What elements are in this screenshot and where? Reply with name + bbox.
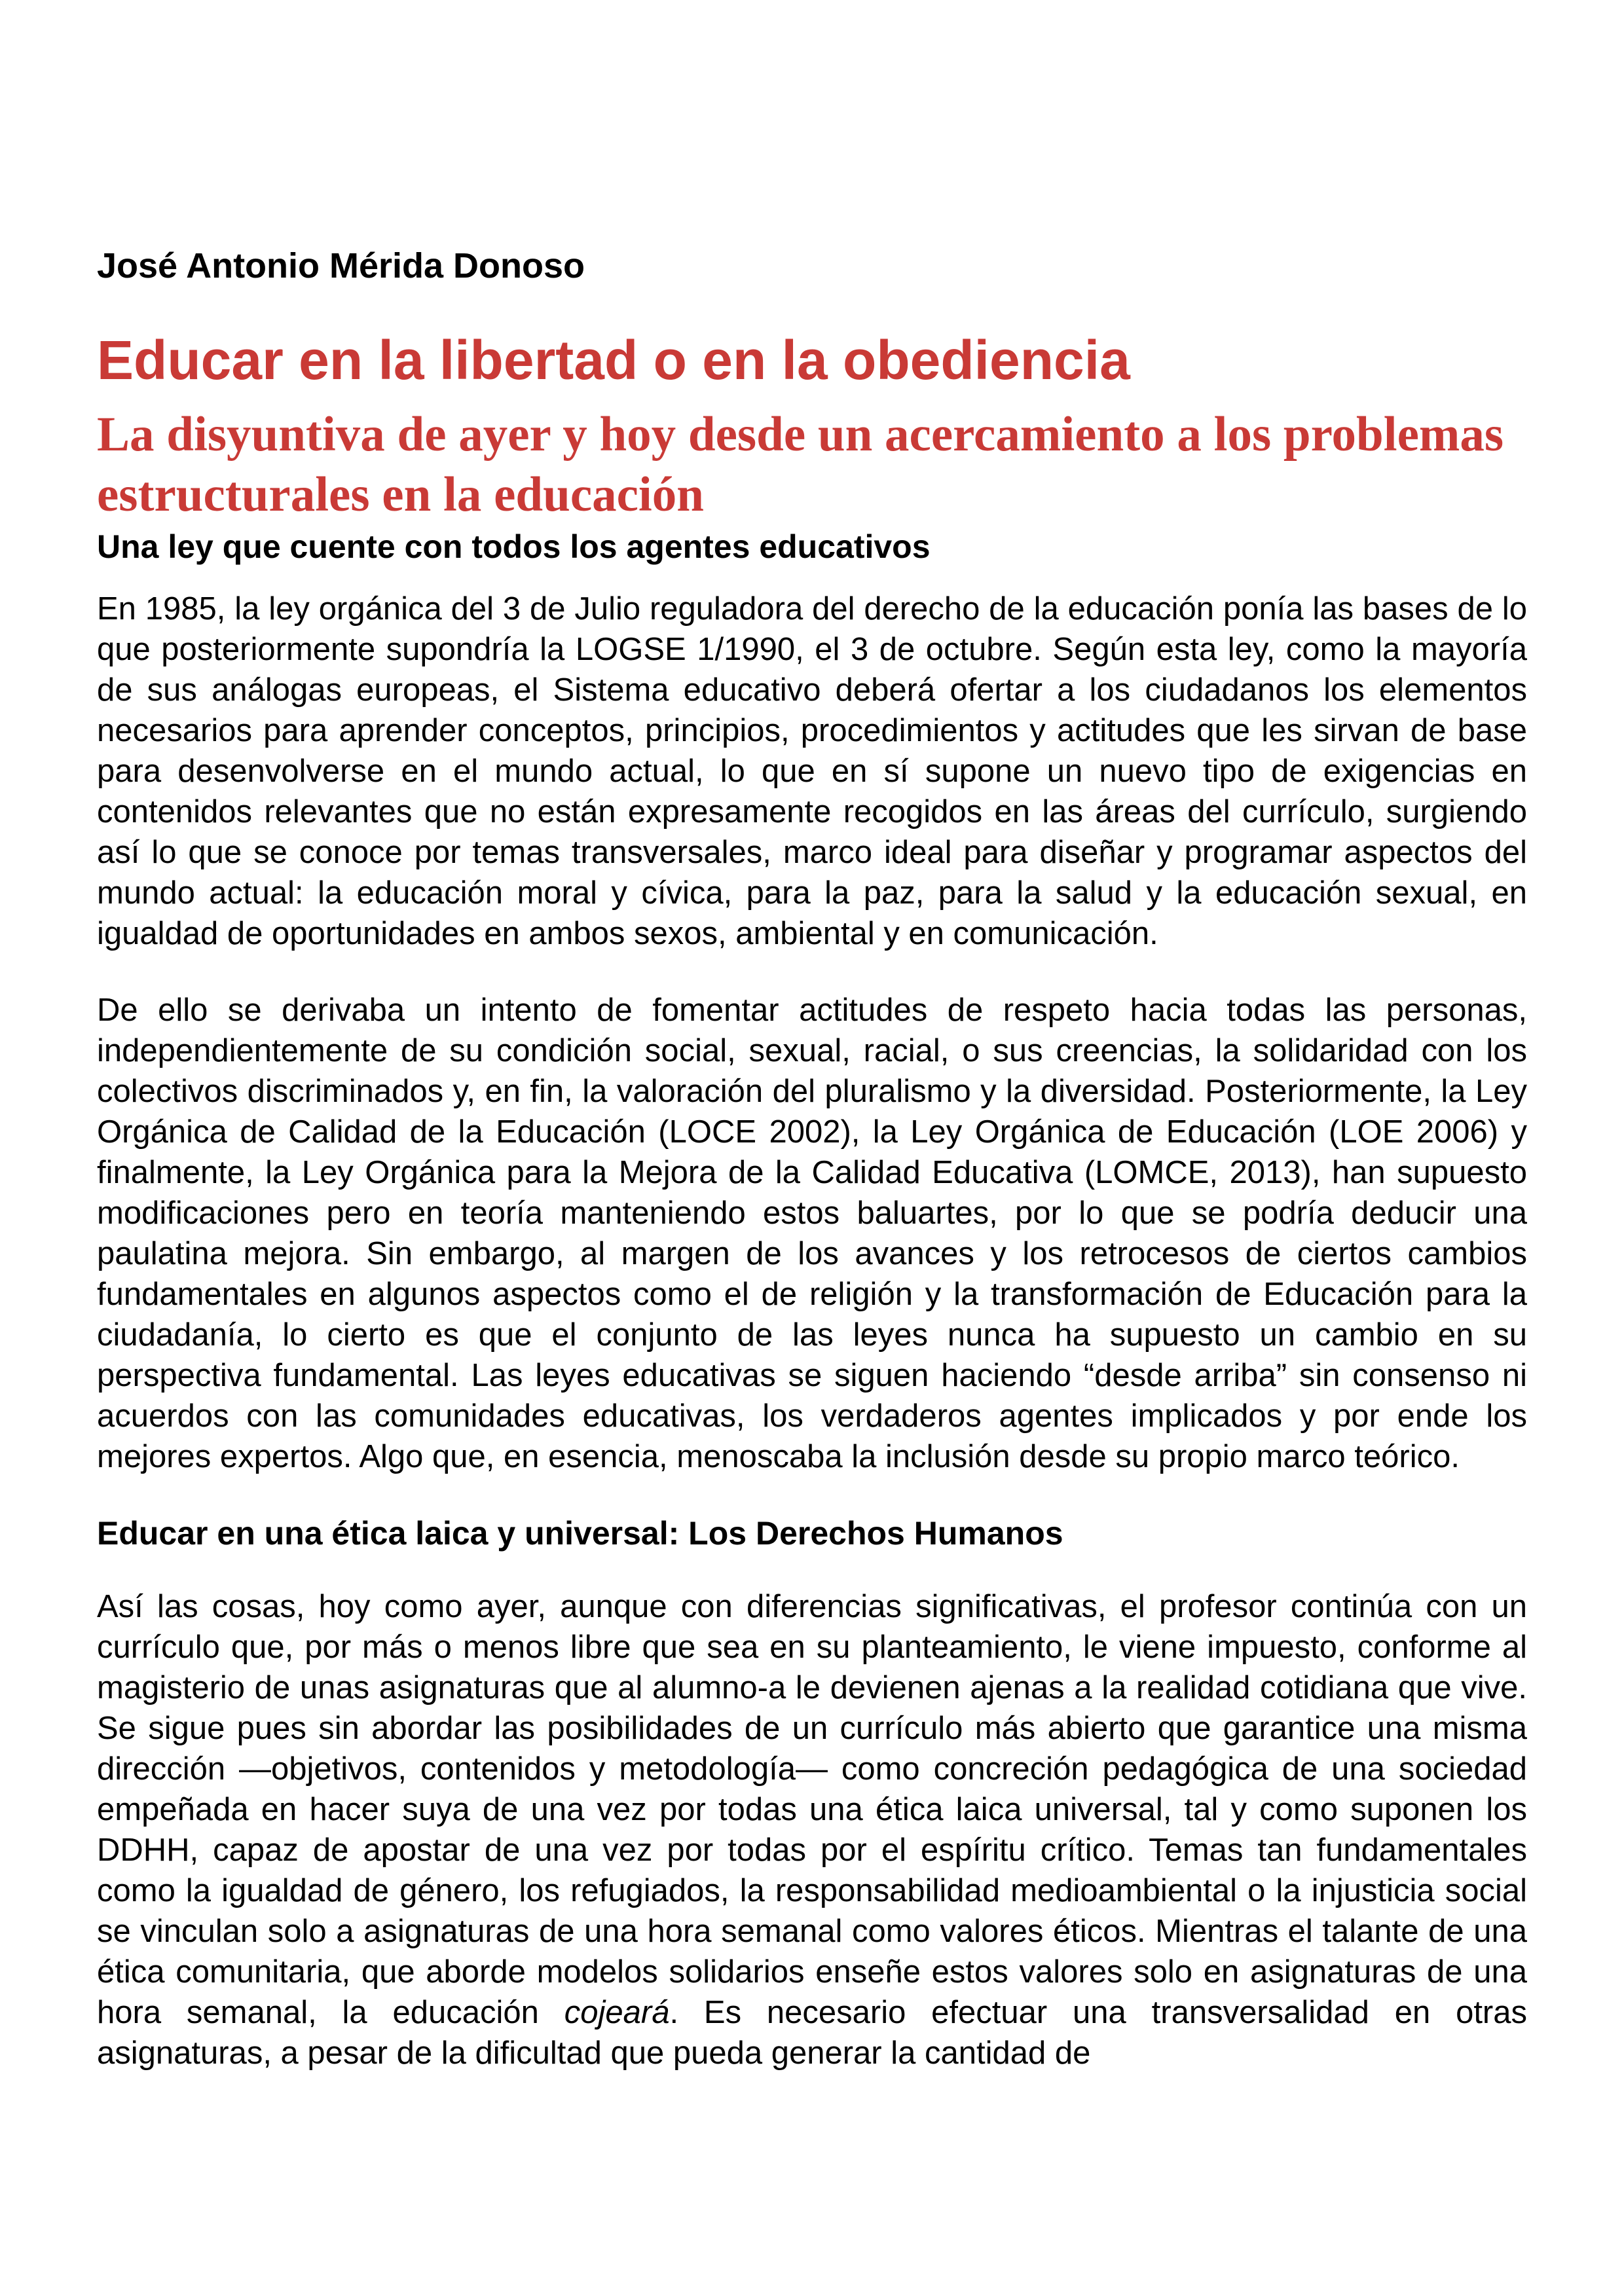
document-subtitle: La disyuntiva de ayer y hoy desde un acercamiento a los problemas estructurales en la educación xyxy=(97,407,1504,522)
section-heading-una-ley: Una ley que cuente con todos los agentes educativos xyxy=(97,528,931,565)
paragraph-curriculo-transversalidad xyxy=(97,1586,1527,2073)
paragraph-text-before-italic: Así las cosas, hoy como ayer, aunque con diferencias significativas, el profesor continúa con un currículo que, por más o menos libre que sea en su planteamiento, le viene impuesto, conforme al magisterio de unas asignaturas que al alumno-a le devienen ajenas a la realidad cotidiana que vive. Se sigue pues sin abordar las posibilidades de un currículo más abierto que garantice una misma dirección —objetivos, contenidos y metodología— como concreción pedagógica de una sociedad empeñada en hacer suya de una vez por todas una ética laica universal, tal y como suponen los DDHH, capaz de apostar de una vez por todas por el espíritu crítico. Temas tan fundamentales como la igualdad de género, los refugiados, la responsabilidad medioambiental o la injusticia social se vinculan solo a asignaturas de una hora semanal como valores éticos. Mientras el talante de una ética comunitaria, que aborde modelos solidarios enseñe estos valores solo en asignaturas de una hora semanal, la educación xyxy=(97,1589,1527,2030)
paragraph-text-after-italic: . Es necesario efectuar una transversalidad en otras asignaturas, a pesar de la dificultad que pueda generar la cantidad de xyxy=(97,1995,1528,2071)
paragraph-ley-organica-1985: En 1985, la ley orgánica del 3 de Julio reguladora del derecho de la educación ponía las bases de lo que posteriormente supondría la LOGSE 1/1990, el 3 de octubre. Según esta ley, como la mayoría de sus análogas europeas, el Sistema educativo deberá ofertar a los ciudadanos los elementos necesarios para aprender conceptos, principios, procedimientos y actitudes que les sirvan de base para desenvolverse en el mundo actual, lo que en sí supone un nuevo tipo de exigencias en contenidos relevantes que no están expresamente recogidos en las áreas del currículo, surgiendo así lo que se conoce por temas transversales, marco ideal para diseñar y programar aspectos del mundo actual: la educación moral y cívica, para la paz, para la salud y la educación sexual, en igualdad de oportunidades en ambos sexos, ambiental y en comunicación. xyxy=(97,591,1527,951)
author-line: José Antonio Mérida Donoso xyxy=(97,246,585,285)
italic-word-cojeara: cojeará xyxy=(564,1995,670,2030)
section-heading-etica-laica: Educar en una ética laica y universal: Los Derechos Humanos xyxy=(97,1515,1063,1552)
paragraph-leyes-educativas: De ello se derivaba un intento de fomentar actitudes de respeto hacia todas las personas, independientemente de su condición social, sexual, racial, o sus creencias, la solidaridad con los colectivos discriminados y, en fin, la valoración del pluralismo y la diversidad. Posteriormente, la Ley Orgánica de Calidad de la Educación (LOCE 2002), la Ley Orgánica de Educación (LOE 2006) y finalmente, la Ley Orgánica para la Mejora de la Calidad Educativa (LOMCE, 2013), han supuesto modificaciones pero en teoría manteniendo estos baluartes, por lo que se podría deducir una paulatina mejora. Sin embargo, al margen de los avances y los retrocesos de ciertos cambios fundamentales en algunos aspectos como el de religión y la transformación de Educación para la ciudadanía, lo cierto es que el conjunto de las leyes nunca ha supuesto un cambio en su perspectiva fundamental. Las leyes educativas se siguen haciendo “desde arriba” sin consenso ni acuerdos con las comunidades educativas, los verdaderos agentes implicados y por ende los mejores expertos. Algo que, en esencia, menoscaba la inclusión desde su propio marco teórico. xyxy=(97,993,1527,1474)
document-title: Educar en la libertad o en la obediencia xyxy=(97,329,1130,391)
